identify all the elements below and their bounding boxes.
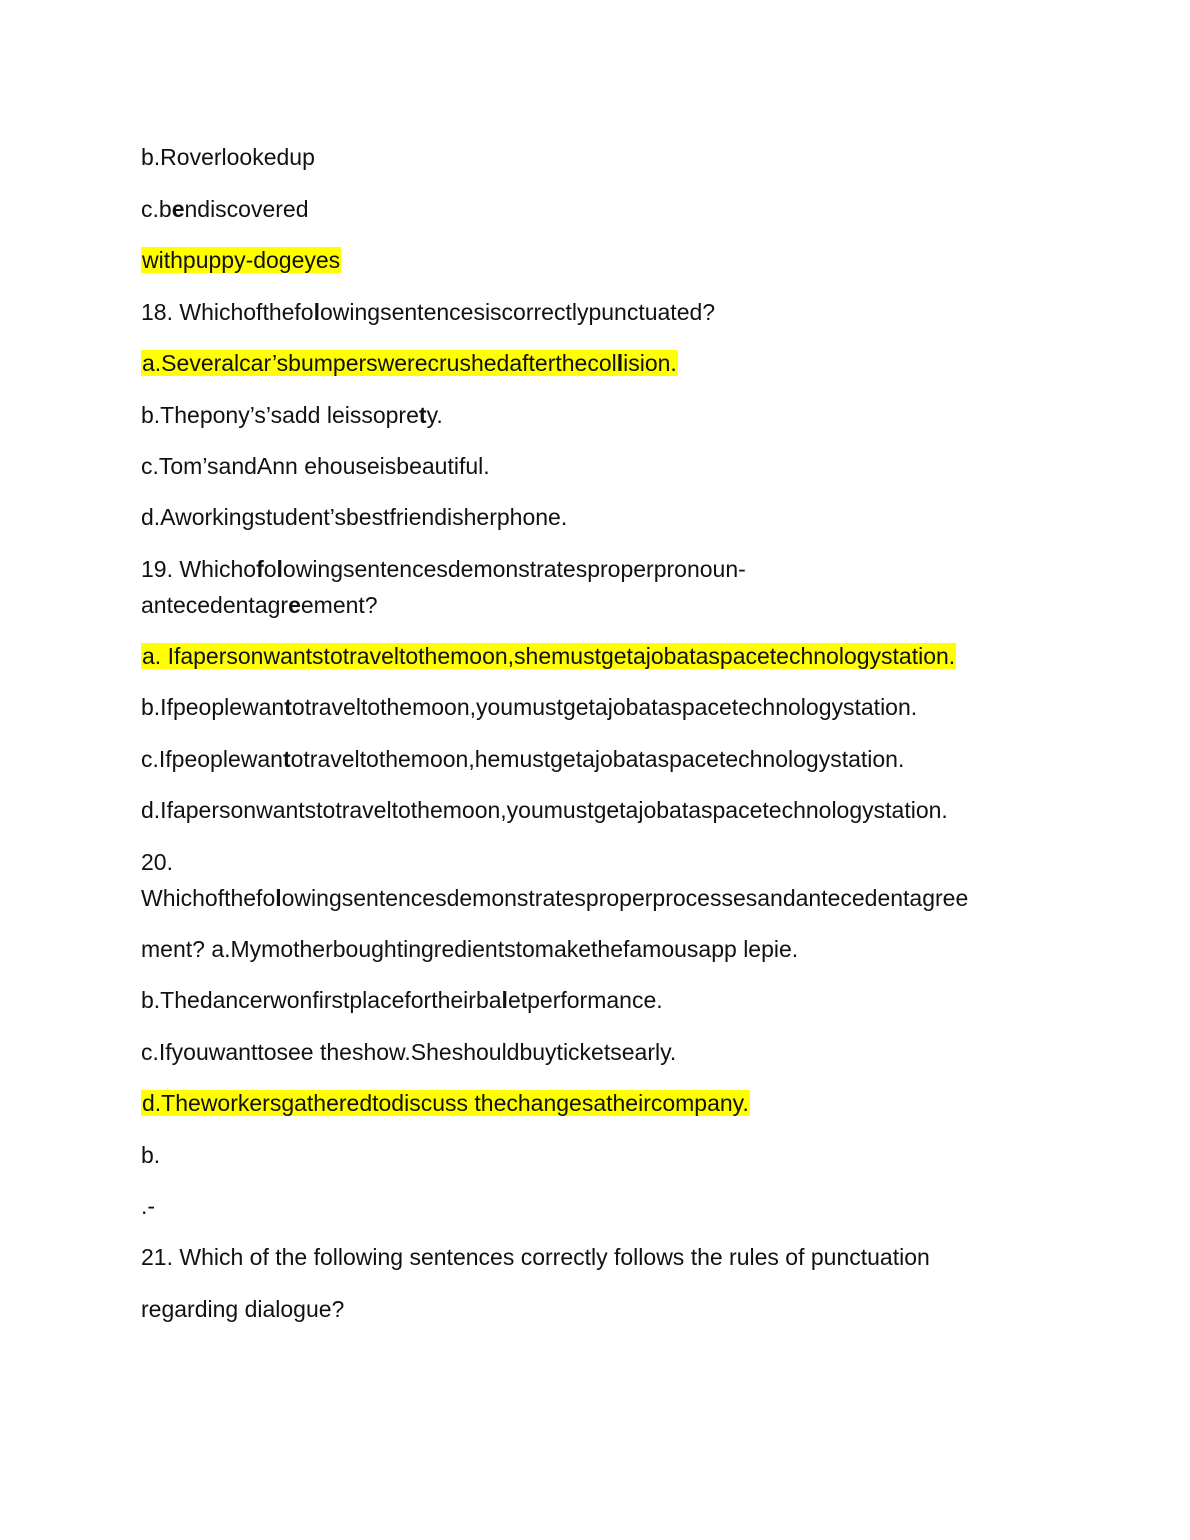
text: a.Severalcar’sbumperswerecrushedafterthecol [142,350,617,376]
option-a-q19-highlighted [141,641,956,671]
bold-char: f [256,556,264,582]
text: Whichofthefo [141,885,276,911]
text: owingsentencesiscorrectlypunctuated? [320,299,716,325]
text: b.Roverlookedup [141,144,315,170]
question-19-line1 [141,554,746,584]
bold-char: l [616,350,624,376]
text: ision. [623,350,677,376]
question-21-line2 [141,1294,344,1324]
option-a-q18-highlighted [141,348,678,378]
highlighted-text: a. Ifapersonwantstotraveltothemoon,shemustgetajobataspacetechnologystation. [142,643,956,669]
text: b.Ifpeoplewan [141,694,285,720]
question-20-line2 [141,934,798,964]
bold-char: t [282,746,291,772]
option-b-q18 [141,400,443,430]
text: 21. Which of the following sentences correctly follows the rules of punctuation [141,1244,930,1270]
text: otraveltothemoon,youmustgetajobataspacetechnologystation. [291,694,918,720]
question-19-line2 [141,590,378,620]
text: y. [426,402,443,428]
text: c.Ifyouwanttosee theshow.Sheshouldbuyticketsearly. [141,1039,677,1065]
bold-char: l [501,987,508,1013]
bold-char: l [276,556,283,582]
highlighted-text: withpuppy-dogeyes [142,247,341,273]
question-20-number [141,847,173,877]
option-d-q19 [141,795,948,825]
text: 20. [141,849,173,875]
text: b.Thepony’s’sadd leissopre [141,402,419,428]
text: owingsentencesdemonstratesproperpronoun- [282,556,746,582]
text: ement? [300,592,378,618]
text: ment? a.Mymotherboughtingredientstomakethefamousapp lepie. [141,936,799,962]
option-c-q18 [141,451,490,481]
text: otraveltothemoon,hemustgetajobataspacetechnologystation. [290,746,905,772]
text: o [263,556,277,582]
option-d-q18 [141,502,567,532]
text: 18. Whichofthefo [141,299,314,325]
stray-b [141,1140,160,1170]
text: .- [141,1193,156,1219]
bold-char: e [288,592,301,618]
question-20-line1 [141,883,968,913]
text: b. [141,1142,161,1168]
text: c.b [141,196,172,222]
text: 19. Whicho [141,556,257,582]
text: d.Ifapersonwantstotraveltothemoon,youmustgetajobataspacetechnologystation. [141,797,948,823]
text: ndiscovered [184,196,309,222]
text: owingsentencesdemonstratesproperprocessesandantecedentagree [281,885,969,911]
option-c-q20 [141,1037,676,1067]
option-b-q17 [141,142,315,172]
text: b.Thedancerwonfirstplacefortheirba [141,987,502,1013]
highlighted-text [141,350,678,376]
text: c.Tom’sandAnn ehouseisbeautiful. [141,453,490,479]
bold-char: l [275,885,282,911]
bold-char: t [284,694,292,720]
highlighted-text: d.Theworkersgatheredtodiscuss thechangesatheircompany. [142,1090,749,1116]
question-18 [141,297,715,327]
bold-char: t [418,402,427,428]
option-c-q19 [141,744,904,774]
option-c-q17 [141,194,309,224]
question-21-line1 [141,1242,930,1272]
option-b-q19 [141,692,917,722]
answer-highlight-q17 [141,245,341,275]
text: d.Aworkingstudent’sbestfriendisherphone. [141,504,568,530]
option-d-q20-highlighted [141,1088,750,1118]
text: c.Ifpeoplewan [141,746,283,772]
text: regarding dialogue? [141,1296,345,1322]
stray-punct [141,1191,155,1221]
option-b-q20 [141,985,663,1015]
text: etperformance. [507,987,663,1013]
text: antecedentagr [141,592,289,618]
bold-char: e [171,196,185,222]
bold-char: l [313,299,320,325]
